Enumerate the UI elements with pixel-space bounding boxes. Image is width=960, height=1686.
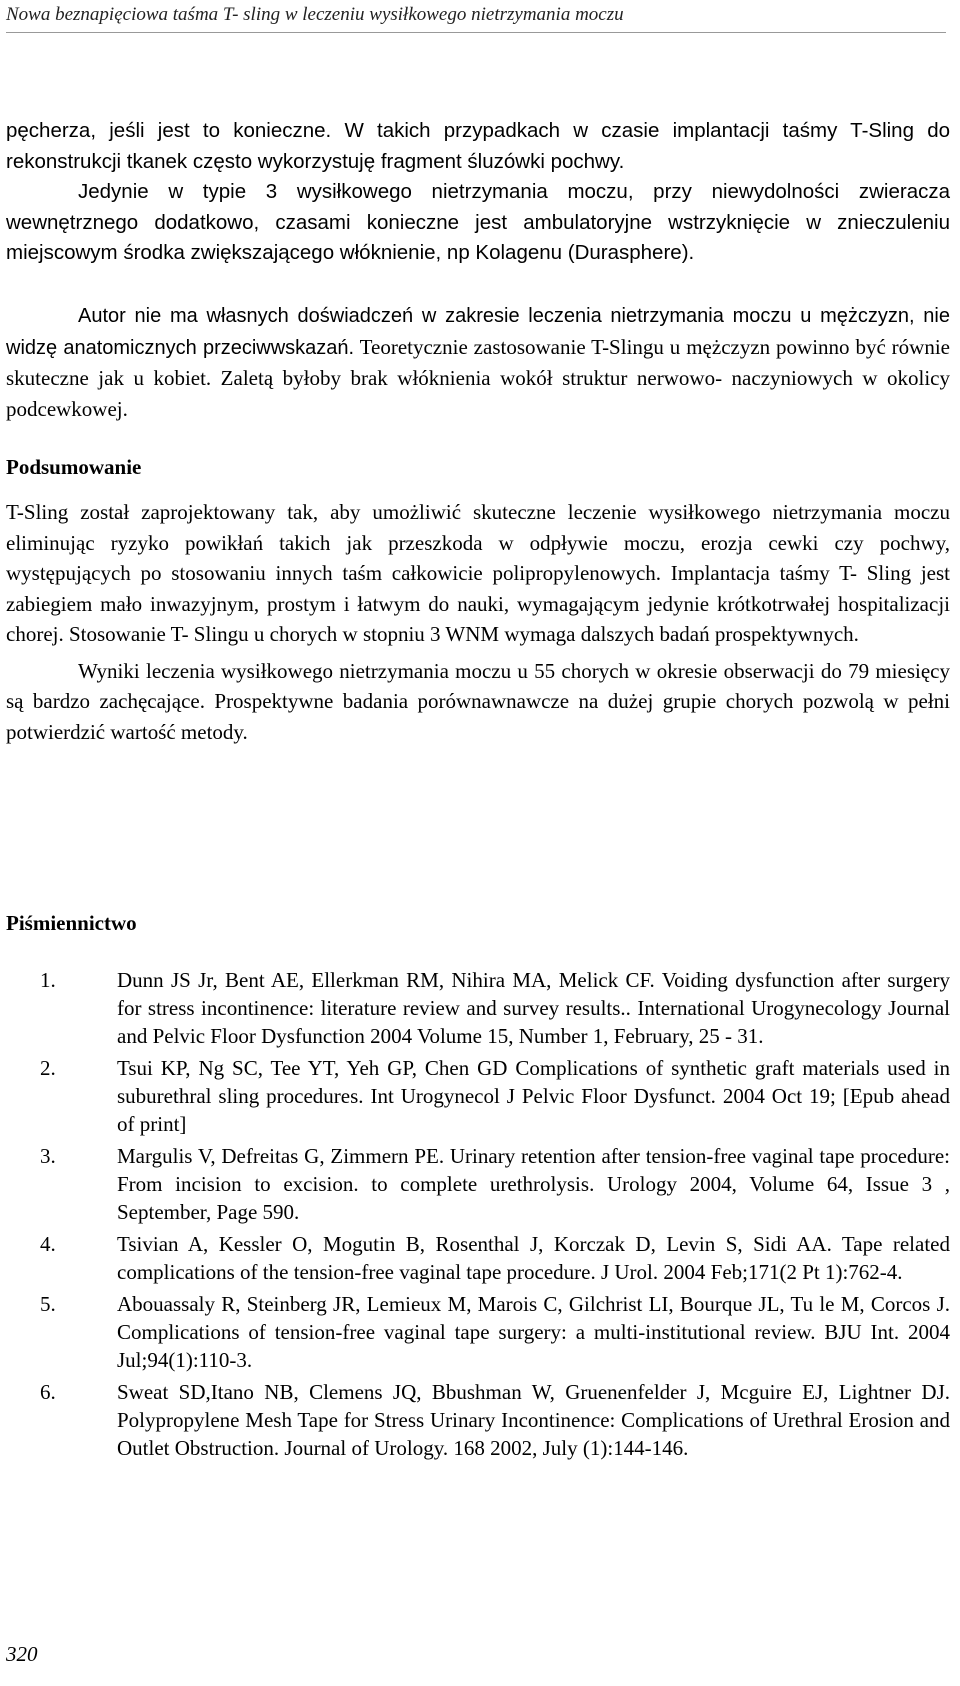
references-list	[40, 966, 950, 1466]
reference-number: 6.	[40, 1380, 56, 1404]
summary-heading: Podsumowanie	[6, 455, 142, 479]
reference-item	[40, 1142, 950, 1226]
reference-text: Tsivian A, Kessler O, Mogutin B, Rosenthal J, Korczak D, Levin S, Sidi AA. Tape related complications of the tension-free vaginal tape procedure. J Urol. 2004 Feb;171(2 Pt 1):762-4.	[117, 1232, 950, 1284]
summary-paragraph-2: Wyniki leczenia wysiłkowego nietrzymania moczu u 55 chorych w okresie obserwacji do 79 miesięcy są bardzo zachęcające. Prospektywne badania porównawnawcze na dużej grupie chorych pozwolą w pełni potwierdzić wartość metody.	[6, 658, 950, 744]
reference-text: Tsui KP, Ng SC, Tee YT, Yeh GP, Chen GD Complications of synthetic graft materials used in suburethral sling procedures. Int Urogynecol J Pelvic Floor Dysfunct. 2004 Oct 19; [Epub ahead of print]	[117, 1056, 950, 1136]
paragraph-men-sans: Autor nie ma własnych doświadczeń w zakresie leczenia nietrzymania moczu u mężczyzn, nie widzę anatomicznych przeciwwskazań.	[6, 305, 950, 359]
reference-text: Sweat SD,Itano NB, Clemens JQ, Bbushman W, Gruenenfelder J, Mcguire EJ, Lightner DJ. Polypropylene Mesh Tape for Stress Urinary Incontinence: Complications of Urethral Erosion and Outlet Obstruction. Journal of Urology. 168 2002, July (1):144-146.	[117, 1380, 950, 1460]
reference-item	[40, 1230, 950, 1286]
summary-section	[6, 497, 950, 747]
reference-text: Abouassaly R, Steinberg JR, Lemieux M, Marois C, Gilchrist LI, Bourque JL, Tu le M, Corcos J. Complications of tension-free vaginal tape surgery: a multi-institutional review. BJU Int. 2004 Jul;94(1):110-3.	[117, 1292, 950, 1372]
reference-number: 5.	[40, 1292, 56, 1316]
reference-number: 4.	[40, 1232, 56, 1256]
paragraph-continuation: pęcherza, jeśli jest to konieczne. W takich przypadkach w czasie implantacji taśmy T-Sling do rekonstrukcji tkanek często wykorzystuję fragment śluzówki pochwy.	[6, 119, 950, 173]
reference-number: 3.	[40, 1144, 56, 1168]
reference-number: 1.	[40, 968, 56, 992]
paragraph-men	[6, 300, 950, 424]
page-number: 320	[6, 1642, 38, 1666]
body-section	[6, 116, 950, 269]
reference-item	[40, 966, 950, 1050]
reference-text: Dunn JS Jr, Bent AE, Ellerkman RM, Nihira MA, Melick CF. Voiding dysfunction after surgery for stress incontinence: literature review and survey results.. International Urogynecology Journal and Pelvic Floor Dysfunction 2004 Volume 15, Number 1, February, 25 - 31.	[117, 968, 950, 1048]
reference-item	[40, 1054, 950, 1138]
reference-number: 2.	[40, 1056, 56, 1080]
references-heading: Piśmiennictwo	[6, 911, 137, 935]
running-header: Nowa beznapięciowa taśma T- sling w leczeniu wysiłkowego nietrzymania moczu	[6, 4, 946, 33]
reference-text: Margulis V, Defreitas G, Zimmern PE. Urinary retention after tension-free vaginal tape procedure: From incision to excision. to complete urethrolysis. Urology 2004, Volume 64, Issue 3 , September, Page 590.	[117, 1144, 950, 1224]
paragraph-type3: Jedynie w typie 3 wysiłkowego nietrzymania moczu, przy niewydolności zwieracza wewnętrznego dodatkowo, czasami konieczne jest ambulatoryjne wstrzyknięcie w znieczuleniu miejscowym środka zwiększającego włóknienie, np Kolagenu (Durasphere).	[6, 180, 950, 264]
summary-paragraph-1: T-Sling został zaprojektowany tak, aby umożliwić skuteczne leczenie wysiłkowego nietrzymania moczu eliminując ryzyko powikłań takich jak przeszkoda w odpływie moczu, erozja cewki czy pochwy, występujących po stosowaniu innych taśm całkowicie polipropylenowych. Implantacja taśmy T- Sling jest zabiegiem mało inwazyjnym, prostym i łatwym do nauki, wymagającym jedynie krótkotrwałej hospitalizacji chorej. Stosowanie T- Slingu u chorych w stopniu 3 WNM wymaga dalszych badań prospektywnych.	[6, 500, 950, 646]
reference-item	[40, 1290, 950, 1374]
paragraph-men-serif: Teoretycznie zastosowanie T-Slingu u mężczyzn powinno być równie skuteczne jak u kobiet. Zaletą byłoby brak włóknienia wokół struktur nerwowo- naczyniowych w okolicy podcewkowej.	[6, 334, 950, 421]
reference-item	[40, 1378, 950, 1462]
